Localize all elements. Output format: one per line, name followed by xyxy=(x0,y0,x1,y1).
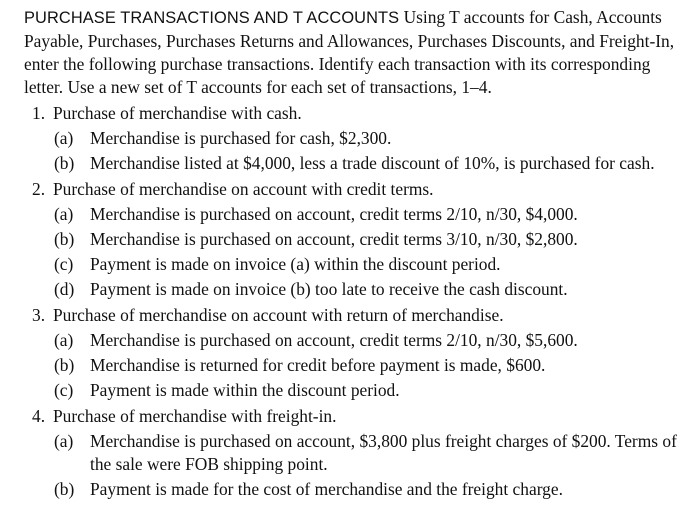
part-item xyxy=(54,228,686,251)
part-item xyxy=(54,379,686,402)
problem-title xyxy=(24,102,686,125)
part-list xyxy=(24,127,686,175)
part-text: Merchandise is purchased on account, credit terms 2/10, n/30, $5,600. xyxy=(90,330,578,350)
document xyxy=(24,6,686,501)
problem-title-text: Purchase of merchandise with cash. xyxy=(53,103,302,123)
part-item xyxy=(54,203,686,226)
part-letter: (a) xyxy=(54,431,74,451)
part-text: Merchandise is purchased on account, $3,800 plus freight charges of $200. Terms of the sale were FOB shipping point. xyxy=(90,431,677,474)
part-item xyxy=(54,354,686,377)
part-text: Payment is made on invoice (a) within the discount period. xyxy=(90,254,501,274)
part-text: Payment is made on invoice (b) too late to receive the cash discount. xyxy=(90,279,568,299)
problem-number: 2. xyxy=(32,179,46,199)
part-item xyxy=(54,430,686,476)
part-list xyxy=(24,203,686,301)
part-letter: (b) xyxy=(54,153,75,173)
part-text: Merchandise is purchased on account, credit terms 3/10, n/30, $2,800. xyxy=(90,229,578,249)
problem-title-text: Purchase of merchandise with freight-in. xyxy=(53,406,337,426)
problem-number: 4. xyxy=(32,406,46,426)
part-letter: (b) xyxy=(54,355,75,375)
intro-text: Using T accounts for Cash, Accounts Payable, Purchases, Purchases Returns and Allowances, Purchases Discounts, and Freight-In, enter the following purchase transactions. Identify each transaction with its corresponding letter. Use a new set of T accounts for each set of transactions, 1–4. xyxy=(24,7,675,97)
part-text: Merchandise is purchased for cash, $2,300. xyxy=(90,128,392,148)
part-letter: (d) xyxy=(54,279,75,299)
part-letter: (c) xyxy=(54,380,74,400)
part-letter: (b) xyxy=(54,479,75,499)
part-item xyxy=(54,152,686,175)
part-list xyxy=(24,329,686,402)
part-item xyxy=(54,478,686,501)
part-list xyxy=(24,430,686,501)
problem-heading: PURCHASE TRANSACTIONS AND T ACCOUNTS xyxy=(24,9,400,27)
part-text: Merchandise is purchased on account, credit terms 2/10, n/30, $4,000. xyxy=(90,204,578,224)
problem-number: 1. xyxy=(32,103,46,123)
part-item xyxy=(54,253,686,276)
part-letter: (b) xyxy=(54,229,75,249)
problem-list xyxy=(24,102,686,501)
problem-title xyxy=(24,304,686,327)
part-item xyxy=(54,127,686,150)
problem-title-text: Purchase of merchandise on account with return of merchandise. xyxy=(53,305,504,325)
part-text: Payment is made for the cost of merchandise and the freight charge. xyxy=(90,479,563,499)
part-text: Payment is made within the discount period. xyxy=(90,380,400,400)
part-item xyxy=(54,278,686,301)
part-letter: (a) xyxy=(54,330,74,350)
problem-item xyxy=(24,304,686,402)
part-letter: (a) xyxy=(54,204,74,224)
problem-title xyxy=(24,405,686,428)
problem-item xyxy=(24,178,686,301)
intro-paragraph xyxy=(24,6,686,99)
part-text: Merchandise is returned for credit before payment is made, $600. xyxy=(90,355,546,375)
part-item xyxy=(54,329,686,352)
problem-title xyxy=(24,178,686,201)
problem-item xyxy=(24,102,686,175)
problem-title-text: Purchase of merchandise on account with credit terms. xyxy=(53,179,434,199)
part-text: Merchandise listed at $4,000, less a trade discount of 10%, is purchased for cash. xyxy=(90,153,655,173)
part-letter: (c) xyxy=(54,254,74,274)
part-letter: (a) xyxy=(54,128,74,148)
problem-item xyxy=(24,405,686,501)
problem-number: 3. xyxy=(32,305,46,325)
